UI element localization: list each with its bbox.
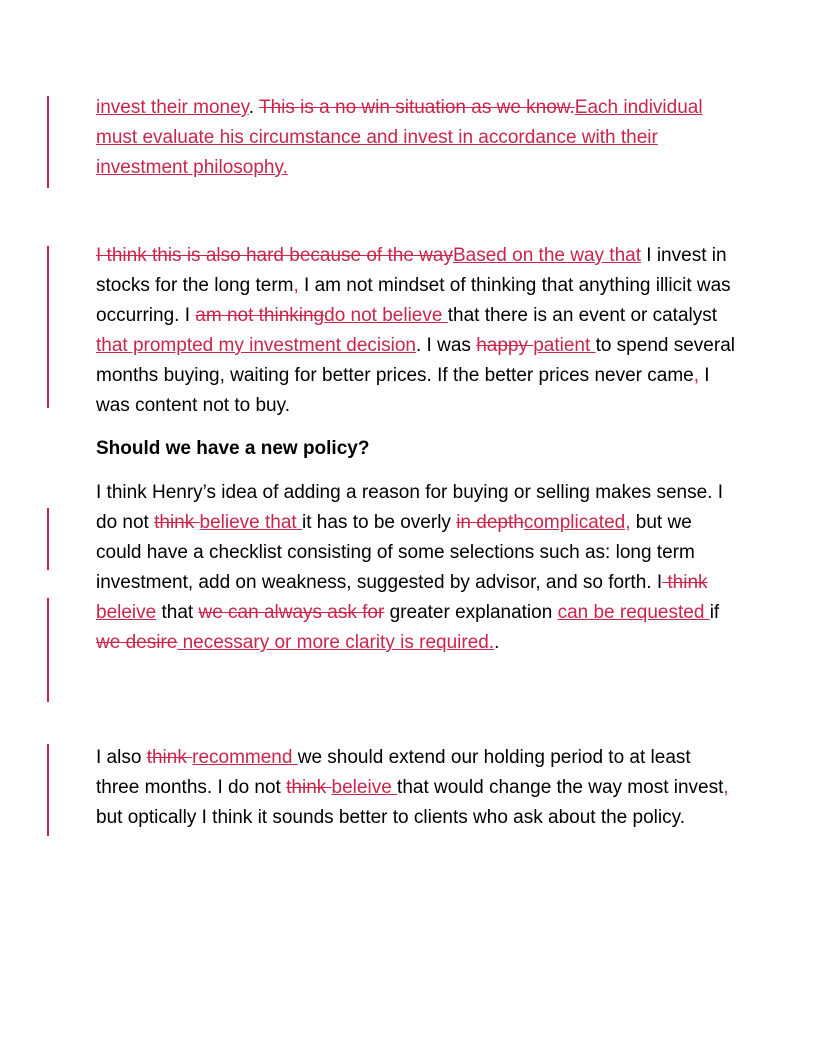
inserted-text: beleive — [96, 602, 157, 623]
deleted-text: in depth — [456, 512, 524, 533]
body-text: . — [248, 97, 259, 118]
inserted-text: beleive — [331, 777, 398, 798]
body-text: to spend several months buying, waiting for better prices. If the better prices never came — [96, 335, 735, 386]
change-bar — [47, 508, 49, 570]
body-text: that there is an event or catalyst — [447, 305, 718, 326]
body-text: if — [709, 602, 720, 623]
inserted-text: patient — [533, 335, 596, 356]
inserted-text: Based on the way that — [452, 245, 641, 266]
deleted-text: happy — [476, 335, 534, 356]
body-text: I invest in stocks for the long term — [96, 245, 727, 296]
body-text: . — [494, 632, 500, 653]
inserted-text: recommend — [192, 747, 298, 768]
deleted-text: I think this is also hard because of the way — [96, 245, 453, 266]
inserted-text: , — [293, 275, 299, 296]
body-text: that — [156, 602, 199, 623]
inserted-text: , — [723, 777, 729, 798]
change-bar — [47, 598, 49, 702]
deleted-text: think — [286, 777, 332, 798]
body-text: but optically I think it sounds better to clients who ask about the policy. — [96, 807, 685, 828]
change-bar — [47, 246, 49, 408]
inserted-text: that prompted my investment decision — [96, 335, 416, 356]
paragraph-3 — [96, 478, 736, 658]
section-heading: Should we have a new policy? — [96, 438, 370, 459]
body-text: I think Henry’s idea of adding a reason for buying or selling makes sense. I do not — [96, 482, 723, 533]
deleted-text: we desire — [96, 632, 178, 653]
paragraph-2 — [96, 241, 736, 421]
inserted-text: do not believe — [324, 305, 448, 326]
deleted-text: This is a no win situation as we know. — [259, 97, 575, 118]
deleted-text: think — [662, 572, 708, 593]
inserted-text: invest their money — [96, 97, 249, 118]
body-text: that would change the way most invest — [397, 777, 724, 798]
body-text: we should extend our holding period to at least three months. I do not — [96, 747, 691, 798]
change-bar — [47, 744, 49, 836]
inserted-text: complicated, — [523, 512, 631, 533]
deleted-text: am not thinking — [195, 305, 325, 326]
inserted-text: Each individual must evaluate his circumstance and invest in accordance with their investment philosophy. — [96, 97, 703, 178]
body-text: I was content not to buy. — [96, 365, 710, 416]
inserted-text: can be requested — [557, 602, 710, 623]
deleted-text: we can always ask for — [198, 602, 385, 623]
deleted-text: think — [146, 747, 193, 768]
inserted-text: , — [693, 365, 700, 386]
paragraph-1 — [96, 93, 736, 183]
change-bar — [47, 96, 49, 188]
body-text: greater explanation — [384, 602, 558, 623]
paragraph-4 — [96, 743, 736, 833]
body-text: but we could have a checklist consisting of some selections such as: long term investment, add on weakness, suggested by advisor, and so forth. I — [96, 512, 695, 593]
body-text: I am not mindset of thinking that anything illicit was occurring. I — [96, 275, 731, 326]
body-text: . I was — [416, 335, 477, 356]
body-text: I also — [96, 747, 147, 768]
deleted-text: think — [154, 512, 200, 533]
body-text: it has to be overly — [302, 512, 457, 533]
inserted-text: believe that — [199, 512, 302, 533]
inserted-text: necessary or more clarity is required. — [177, 632, 495, 653]
